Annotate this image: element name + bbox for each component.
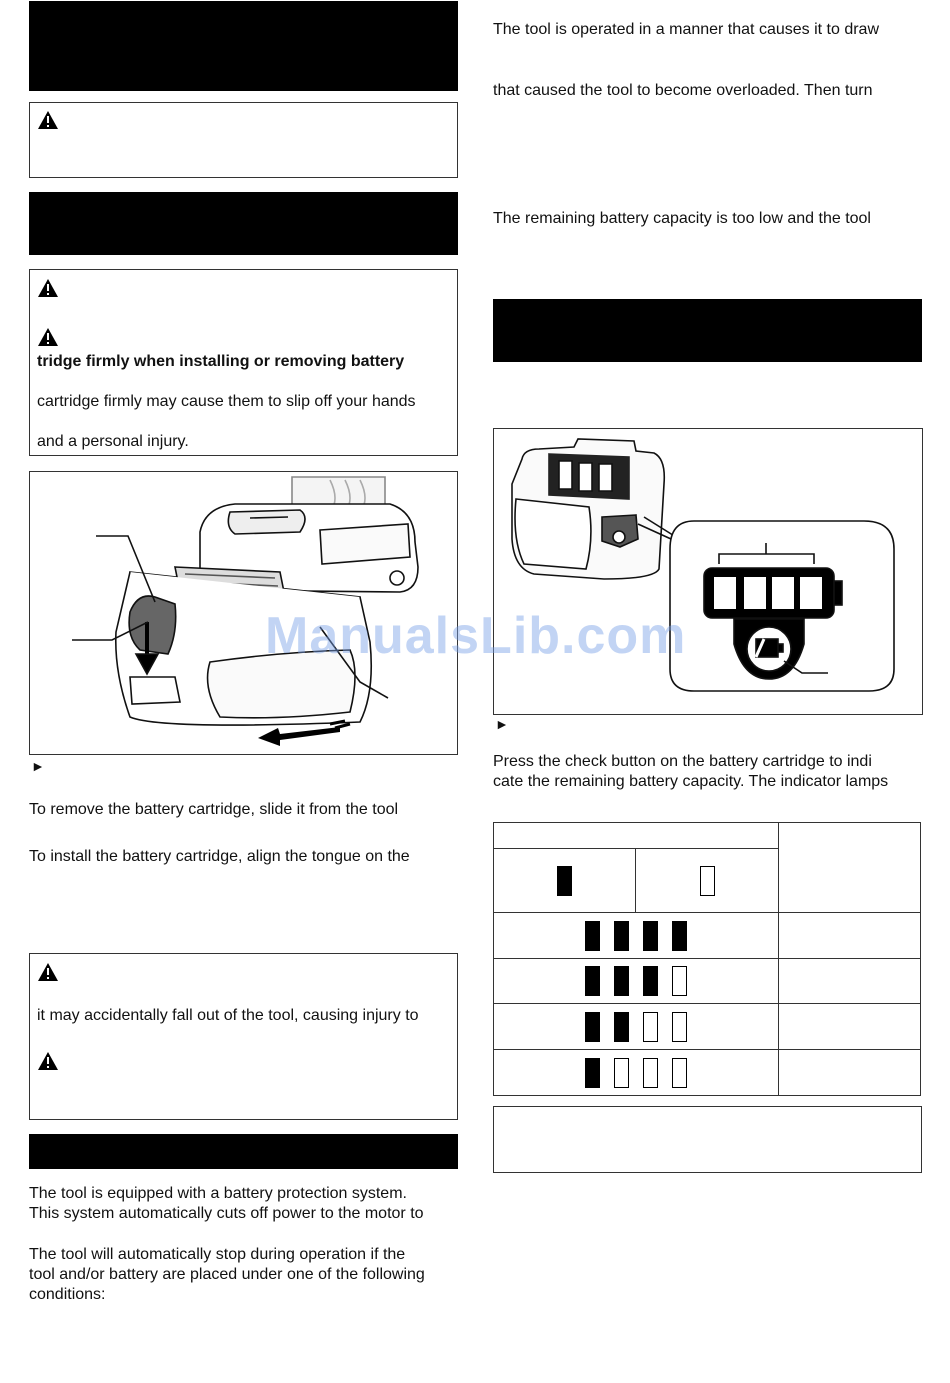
auto-stop-text: conditions: xyxy=(29,1286,106,1303)
legend-unlit-cell xyxy=(636,849,779,913)
lamps-cell xyxy=(494,913,779,959)
warning-triangle-icon xyxy=(37,327,59,347)
lamp-lit-icon xyxy=(585,921,600,951)
lamp-unlit-icon xyxy=(700,866,715,896)
capacity-cell xyxy=(779,913,921,959)
warning-triangle-icon xyxy=(37,110,59,130)
lamps-cell xyxy=(494,1050,779,1096)
lamp-lit-icon xyxy=(614,1012,629,1042)
lamp-lit-icon xyxy=(643,966,658,996)
table-header-cell xyxy=(779,823,921,913)
table-row xyxy=(494,959,921,1004)
install-instruction: To install the battery cartridge, align the tongue on the xyxy=(29,848,410,865)
warning-triangle-icon xyxy=(37,1051,59,1071)
overload-text: The tool is operated in a manner that causes it to draw xyxy=(493,21,879,38)
lamp-lit-icon xyxy=(672,921,687,951)
table-header-cell xyxy=(494,823,779,849)
check-instruction: cate the remaining battery capacity. The indicator lamps xyxy=(493,773,889,790)
lamps-cell xyxy=(494,1004,779,1050)
table-row xyxy=(494,1004,921,1050)
caution-text: it may accidentally fall out of the tool, causing injury to xyxy=(37,1007,419,1024)
caution-text: tridge firmly when installing or removing battery xyxy=(37,353,405,370)
section-header-bar xyxy=(29,1134,458,1169)
caution-text: cartridge firmly may cause them to slip off your hands xyxy=(37,393,416,410)
lamp-lit-icon xyxy=(585,1012,600,1042)
note-box xyxy=(493,1106,922,1173)
warning-triangle-icon xyxy=(37,962,59,982)
auto-stop-text: tool and/or battery are placed under one of the following xyxy=(29,1266,425,1283)
capacity-cell xyxy=(779,1004,921,1050)
section-header-bar xyxy=(29,192,458,255)
caution-text: and a personal injury. xyxy=(37,433,189,450)
figure-battery-indicator xyxy=(493,428,923,715)
lamp-lit-icon xyxy=(614,966,629,996)
indicator-lamp-table xyxy=(493,822,921,1096)
section-header-bar xyxy=(493,299,922,362)
lamp-lit-icon xyxy=(585,966,600,996)
lamp-unlit-icon xyxy=(672,1058,687,1088)
figure-caption-marker: ► xyxy=(31,758,45,774)
remove-instruction: To remove the battery cartridge, slide it from the tool xyxy=(29,801,399,818)
lamp-lit-icon xyxy=(585,1058,600,1088)
lamp-lit-icon xyxy=(614,921,629,951)
lamp-lit-icon xyxy=(557,866,572,896)
warning-box xyxy=(29,102,458,178)
lamp-unlit-icon xyxy=(672,966,687,996)
watermark-text: ManualsLib.com xyxy=(265,607,687,665)
check-instruction: Press the check button on the battery cartridge to indi xyxy=(493,753,872,770)
low-capacity-text: The remaining battery capacity is too low and the tool xyxy=(493,210,871,227)
overload-text: that caused the tool to become overloaded. Then turn xyxy=(493,82,873,99)
lamp-unlit-icon xyxy=(614,1058,629,1088)
lamp-unlit-icon xyxy=(672,1012,687,1042)
lamp-unlit-icon xyxy=(643,1058,658,1088)
protection-text: The tool is equipped with a battery protection system. xyxy=(29,1185,407,1202)
section-header-bar xyxy=(29,1,458,91)
battery-indicator-illustration xyxy=(494,429,921,713)
protection-text: This system automatically cuts off power to the motor to xyxy=(29,1205,424,1222)
table-row xyxy=(494,1050,921,1096)
lamps-cell xyxy=(494,959,779,1004)
caution-box xyxy=(29,269,458,456)
table-row xyxy=(494,913,921,959)
capacity-cell xyxy=(779,959,921,1004)
auto-stop-text: The tool will automatically stop during operation if the xyxy=(29,1246,406,1263)
lamp-lit-icon xyxy=(643,921,658,951)
caution-box xyxy=(29,953,458,1120)
warning-triangle-icon xyxy=(37,278,59,298)
capacity-cell xyxy=(779,1050,921,1096)
legend-lit-cell xyxy=(494,849,636,913)
figure-caption-marker: ► xyxy=(495,716,509,732)
lamp-unlit-icon xyxy=(643,1012,658,1042)
